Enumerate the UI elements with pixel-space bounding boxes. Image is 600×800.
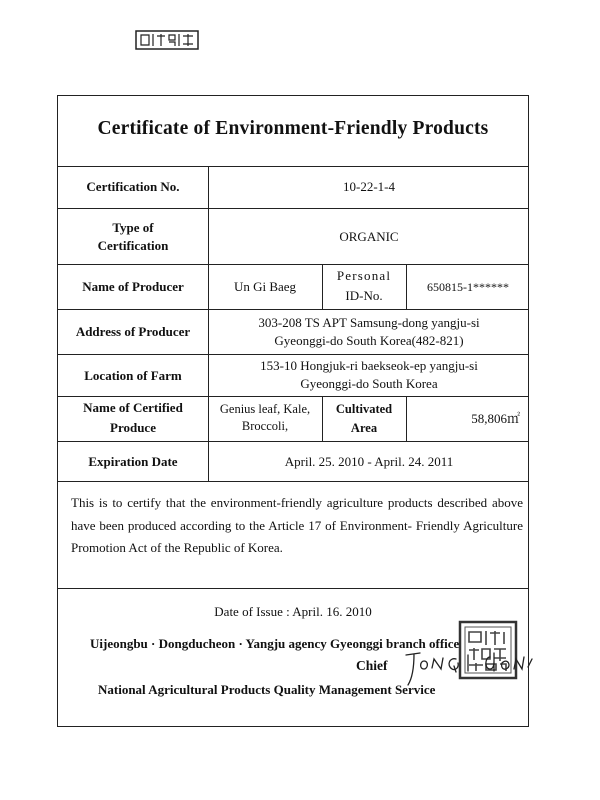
cert-no-value: 10-22-1-4 bbox=[343, 179, 395, 194]
rule bbox=[58, 309, 528, 310]
personal-id-label-line2: ID-No. bbox=[345, 288, 383, 303]
produce-label-line1: Name of Certified bbox=[83, 400, 183, 415]
address-label: Address of Producer bbox=[75, 324, 191, 339]
expiration-value: April. 25. 2010 - April. 24. 2011 bbox=[284, 454, 454, 469]
issue-date: Date of Issue : April. 16. 2010 bbox=[214, 604, 372, 619]
certificate-frame bbox=[57, 95, 529, 727]
certificate-title: Certificate of Environment-Friendly Products bbox=[97, 118, 489, 139]
rule bbox=[58, 166, 528, 167]
producer-label: Name of Producer bbox=[82, 279, 184, 294]
location-line1: 153-10 Hongjuk-ri baekseok-ep yangju-si bbox=[260, 358, 478, 373]
rule bbox=[58, 208, 528, 209]
produce-value-line2: Broccoli, bbox=[241, 419, 289, 433]
cert-no-label: Certification No. bbox=[86, 179, 180, 194]
area-label-line2: Area bbox=[350, 421, 378, 435]
chief-title: Chief bbox=[356, 658, 388, 673]
personal-id-label-line1: Personal bbox=[336, 268, 392, 283]
issuing-service: National Agricultural Products Quality Management Service bbox=[98, 682, 436, 697]
type-value: ORGANIC bbox=[339, 229, 399, 244]
area-value: 58,806㎡ bbox=[471, 411, 520, 426]
location-label: Location of Farm bbox=[84, 368, 182, 383]
producer-value: Un Gi Baeg bbox=[233, 279, 297, 294]
address-line2: Gyeonggi-do South Korea(482-821) bbox=[274, 333, 464, 348]
address-line1: 303-208 TS APT Samsung-dong yangju-si bbox=[258, 315, 480, 330]
personal-id-value: 650815-1****** bbox=[427, 280, 509, 294]
rule bbox=[58, 354, 528, 355]
produce-value-line1: Genius leaf, Kale, bbox=[219, 402, 311, 416]
expiration-label: Expiration Date bbox=[88, 454, 178, 469]
rule bbox=[58, 264, 528, 265]
area-label-line1: Cultivated bbox=[335, 402, 393, 416]
location-line2: Gyeonggi-do South Korea bbox=[300, 376, 438, 391]
produce-label-line2: Produce bbox=[110, 420, 156, 435]
header-stamp bbox=[135, 30, 199, 50]
rule bbox=[58, 441, 528, 442]
certification-statement: This is to certify that the environment-friendly agriculture products described above have been produced according to the Article 17 of Environment- Friendly Agriculture Promotion Act of the Republic of Korea. bbox=[71, 495, 523, 555]
rule bbox=[58, 481, 528, 482]
signature bbox=[398, 641, 538, 691]
type-label-line1: Type of bbox=[112, 220, 154, 235]
rule bbox=[58, 396, 528, 397]
rule bbox=[58, 588, 528, 589]
issuing-branch: Uijeongbu · Dongducheon · Yangju agency Gyeonggi branch office bbox=[90, 636, 460, 651]
type-label-line2: Certification bbox=[97, 238, 169, 253]
